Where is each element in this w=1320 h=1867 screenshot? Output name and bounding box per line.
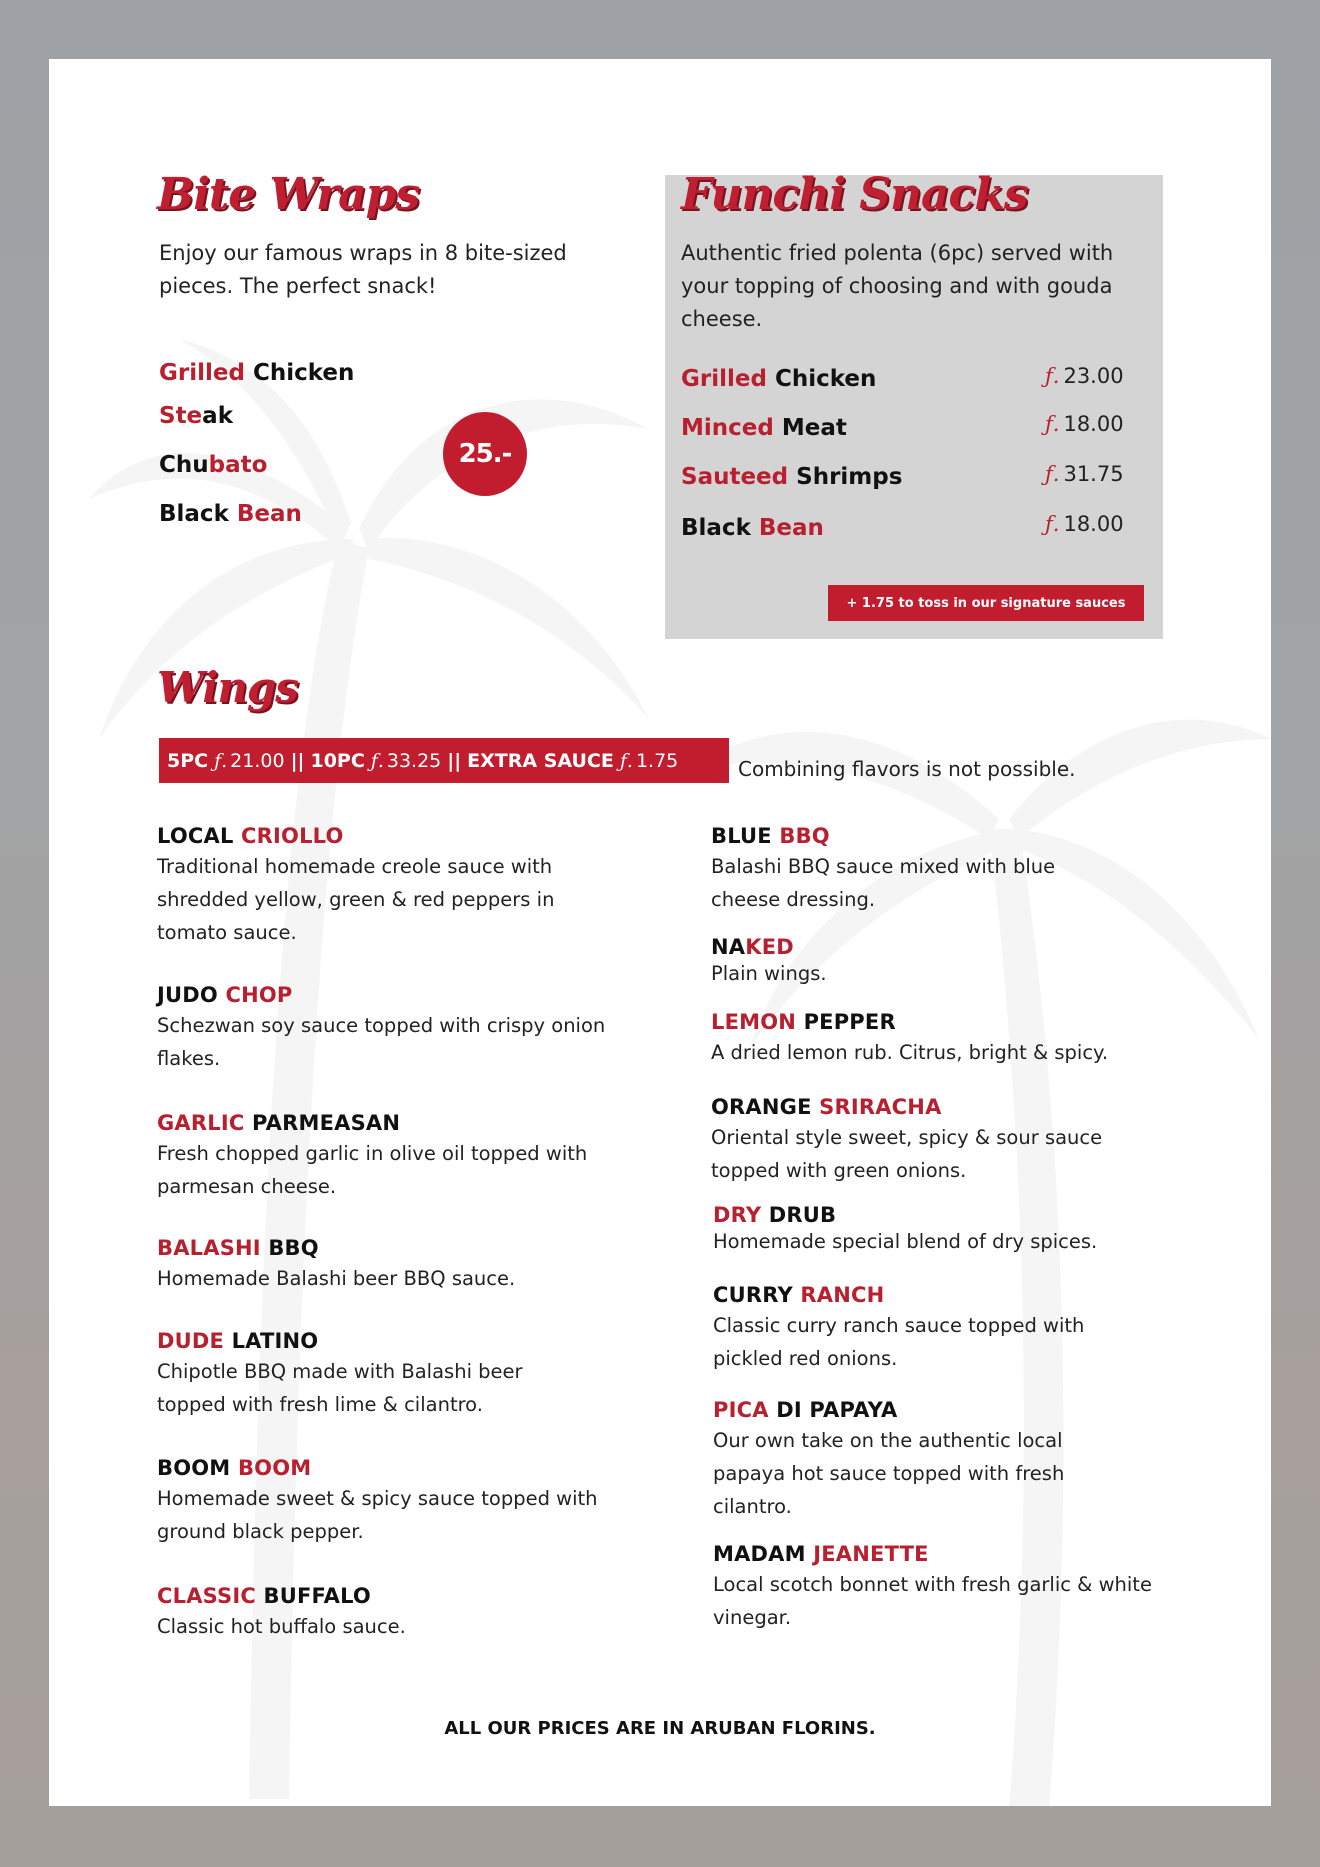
wing-flavor: CLASSIC BUFFALO Classic hot buffalo sauce.	[157, 1584, 406, 1638]
wing-flavor: JUDO CHOP Schezwan soy sauce topped with crispy onion flakes.	[157, 983, 606, 1070]
currency-footer-note: ALL OUR PRICES ARE IN ARUBAN FLORINS.	[444, 1718, 876, 1739]
wing-flavor: CURRY RANCH Classic curry ranch sauce topped with pickled red onions.	[713, 1283, 1085, 1370]
funchi-item-name: Black Bean	[681, 515, 824, 541]
funchi-snacks-title: Funchi Snacks	[681, 169, 1028, 220]
wing-flavor: GARLIC PARMEASAN Fresh chopped garlic in olive oil topped with parmesan cheese.	[157, 1111, 588, 1198]
bite-wrap-item: Chubato	[159, 452, 268, 478]
wing-flavor: BALASHI BBQ Homemade Balashi beer BBQ sauce.	[157, 1236, 516, 1290]
funchi-item-name: Minced Meat	[681, 415, 847, 441]
bite-wraps-title: Bite Wraps	[157, 169, 420, 220]
wings-price-bar: 5PC ƒ. 21.00 || 10PC ƒ. 33.25 || EXTRA SAUCE ƒ. 1.75	[159, 738, 729, 783]
signature-sauce-note: + 1.75 to toss in our signature sauces	[828, 585, 1144, 621]
bite-wrap-item: Steak	[159, 403, 233, 429]
bite-wraps-description: Enjoy our famous wraps in 8 bite-sized pieces. The perfect snack!	[159, 241, 567, 298]
wings-combining-note: Combining flavors is not possible.	[738, 757, 1076, 781]
wing-flavor: NAKED Plain wings.	[711, 935, 827, 985]
bite-wrap-item: Grilled Chicken	[159, 360, 355, 386]
funchi-item-price: ƒ. 23.00	[1045, 364, 1124, 388]
funchi-item-price: ƒ. 18.00	[1045, 412, 1124, 436]
wing-flavor: DRY DRUB Homemade special blend of dry spices.	[713, 1203, 1098, 1253]
wing-flavor: BLUE BBQ Balashi BBQ sauce mixed with blue cheese dressing.	[711, 824, 1056, 911]
bite-wrap-item: Black Bean	[159, 501, 302, 527]
wing-flavor: BOOM BOOM Homemade sweet & spicy sauce topped with ground black pepper.	[157, 1456, 598, 1543]
wings-title: Wings	[157, 663, 298, 712]
funchi-snacks-description: Authentic fried polenta (6pc) served with your topping of choosing and with gouda cheese.	[681, 241, 1114, 331]
bite-wraps-price-badge: 25.-	[443, 412, 527, 496]
wing-flavor: LOCAL CRIOLLO Traditional homemade creole sauce with shredded yellow, green & red peppers in tomato sauce.	[157, 824, 555, 944]
funchi-item-name: Sauteed Shrimps	[681, 464, 903, 490]
wing-flavor: PICA DI PAPAYA Our own take on the authentic local papaya hot sauce topped with fresh cilantro.	[713, 1398, 1065, 1518]
menu-page	[49, 59, 1271, 1806]
wing-flavor: ORANGE SRIRACHA Oriental style sweet, spicy & sour sauce topped with green onions.	[711, 1095, 1103, 1182]
funchi-item-price: ƒ. 31.75	[1045, 462, 1124, 486]
funchi-item-name: Grilled Chicken	[681, 366, 877, 392]
funchi-item-price: ƒ. 18.00	[1045, 512, 1124, 536]
wing-flavor: LEMON PEPPER A dried lemon rub. Citrus, bright & spicy.	[711, 1010, 1109, 1064]
wing-flavor: MADAM JEANETTE Local scotch bonnet with fresh garlic & white vinegar.	[713, 1542, 1152, 1629]
wing-flavor: DUDE LATINO Chipotle BBQ made with Balashi beer topped with fresh lime & cilantro.	[157, 1329, 523, 1416]
